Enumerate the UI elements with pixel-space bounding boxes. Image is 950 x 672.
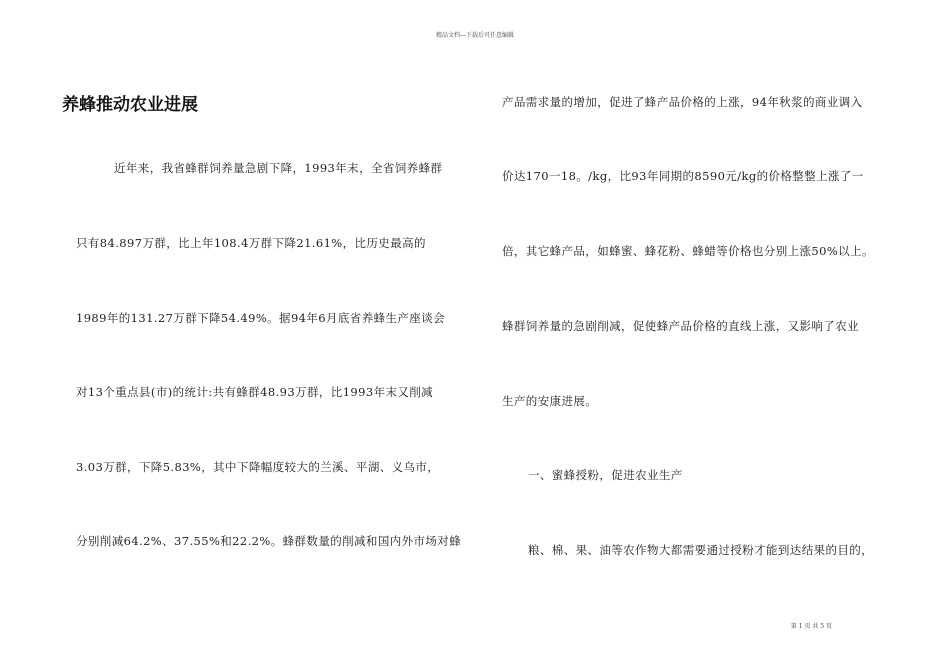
paragraph-line: 倍，其它蜂产品，如蜂蜜、蜂花粉、蜂蜡等价格也分别上涨50%以上。 [502,244,874,258]
paragraph-line: 产品需求量的增加，促进了蜂产品价格的上涨，94年秋浆的商业调入 [502,95,863,109]
document-title: 养蜂推动农业进展 [62,95,198,115]
section-heading: 一、蜜蜂授粉，促进农业生产 [528,468,683,482]
page-number: 第 1 页 共 5 页 [790,623,832,630]
paragraph-line: 3.03万群，下降5.83%，其中下降幅度较大的兰溪、平湖、义乌市， [76,460,440,474]
page-header: 精品文档---下载后可任意编辑 [435,32,515,39]
paragraph-line: 对13个重点县(市)的统计:共有蜂群48.93万群，比1993年末又削减 [76,385,434,399]
paragraph-line: 蜂群饲养量的急剧削减，促使蜂产品价格的直线上涨，又影响了农业 [502,319,859,333]
paragraph-line: 生产的安康进展。 [502,394,598,408]
paragraph-line: 近年来，我省蜂群饲养量急剧下降，1993年末，全省饲养蜂群 [114,161,443,175]
paragraph-line: 粮、棉、果、油等农作物大都需要通过授粉才能到达结果的目的， [528,543,874,557]
paragraph-line: 分别削减64.2%、37.55%和22.2%。蜂群数量的削减和国内外市场对蜂 [76,534,462,548]
paragraph-line: 1989年的131.27万群下降54.49%。据94年6月底省养蜂生产座谈会 [76,311,446,325]
paragraph-line: 价达170一18。/kg，比93年同期的8590元/kg的价格整整上涨了一 [502,169,864,183]
paragraph-line: 只有84.897万群，比上年108.4万群下降21.61%，比历史最高的 [76,236,426,250]
